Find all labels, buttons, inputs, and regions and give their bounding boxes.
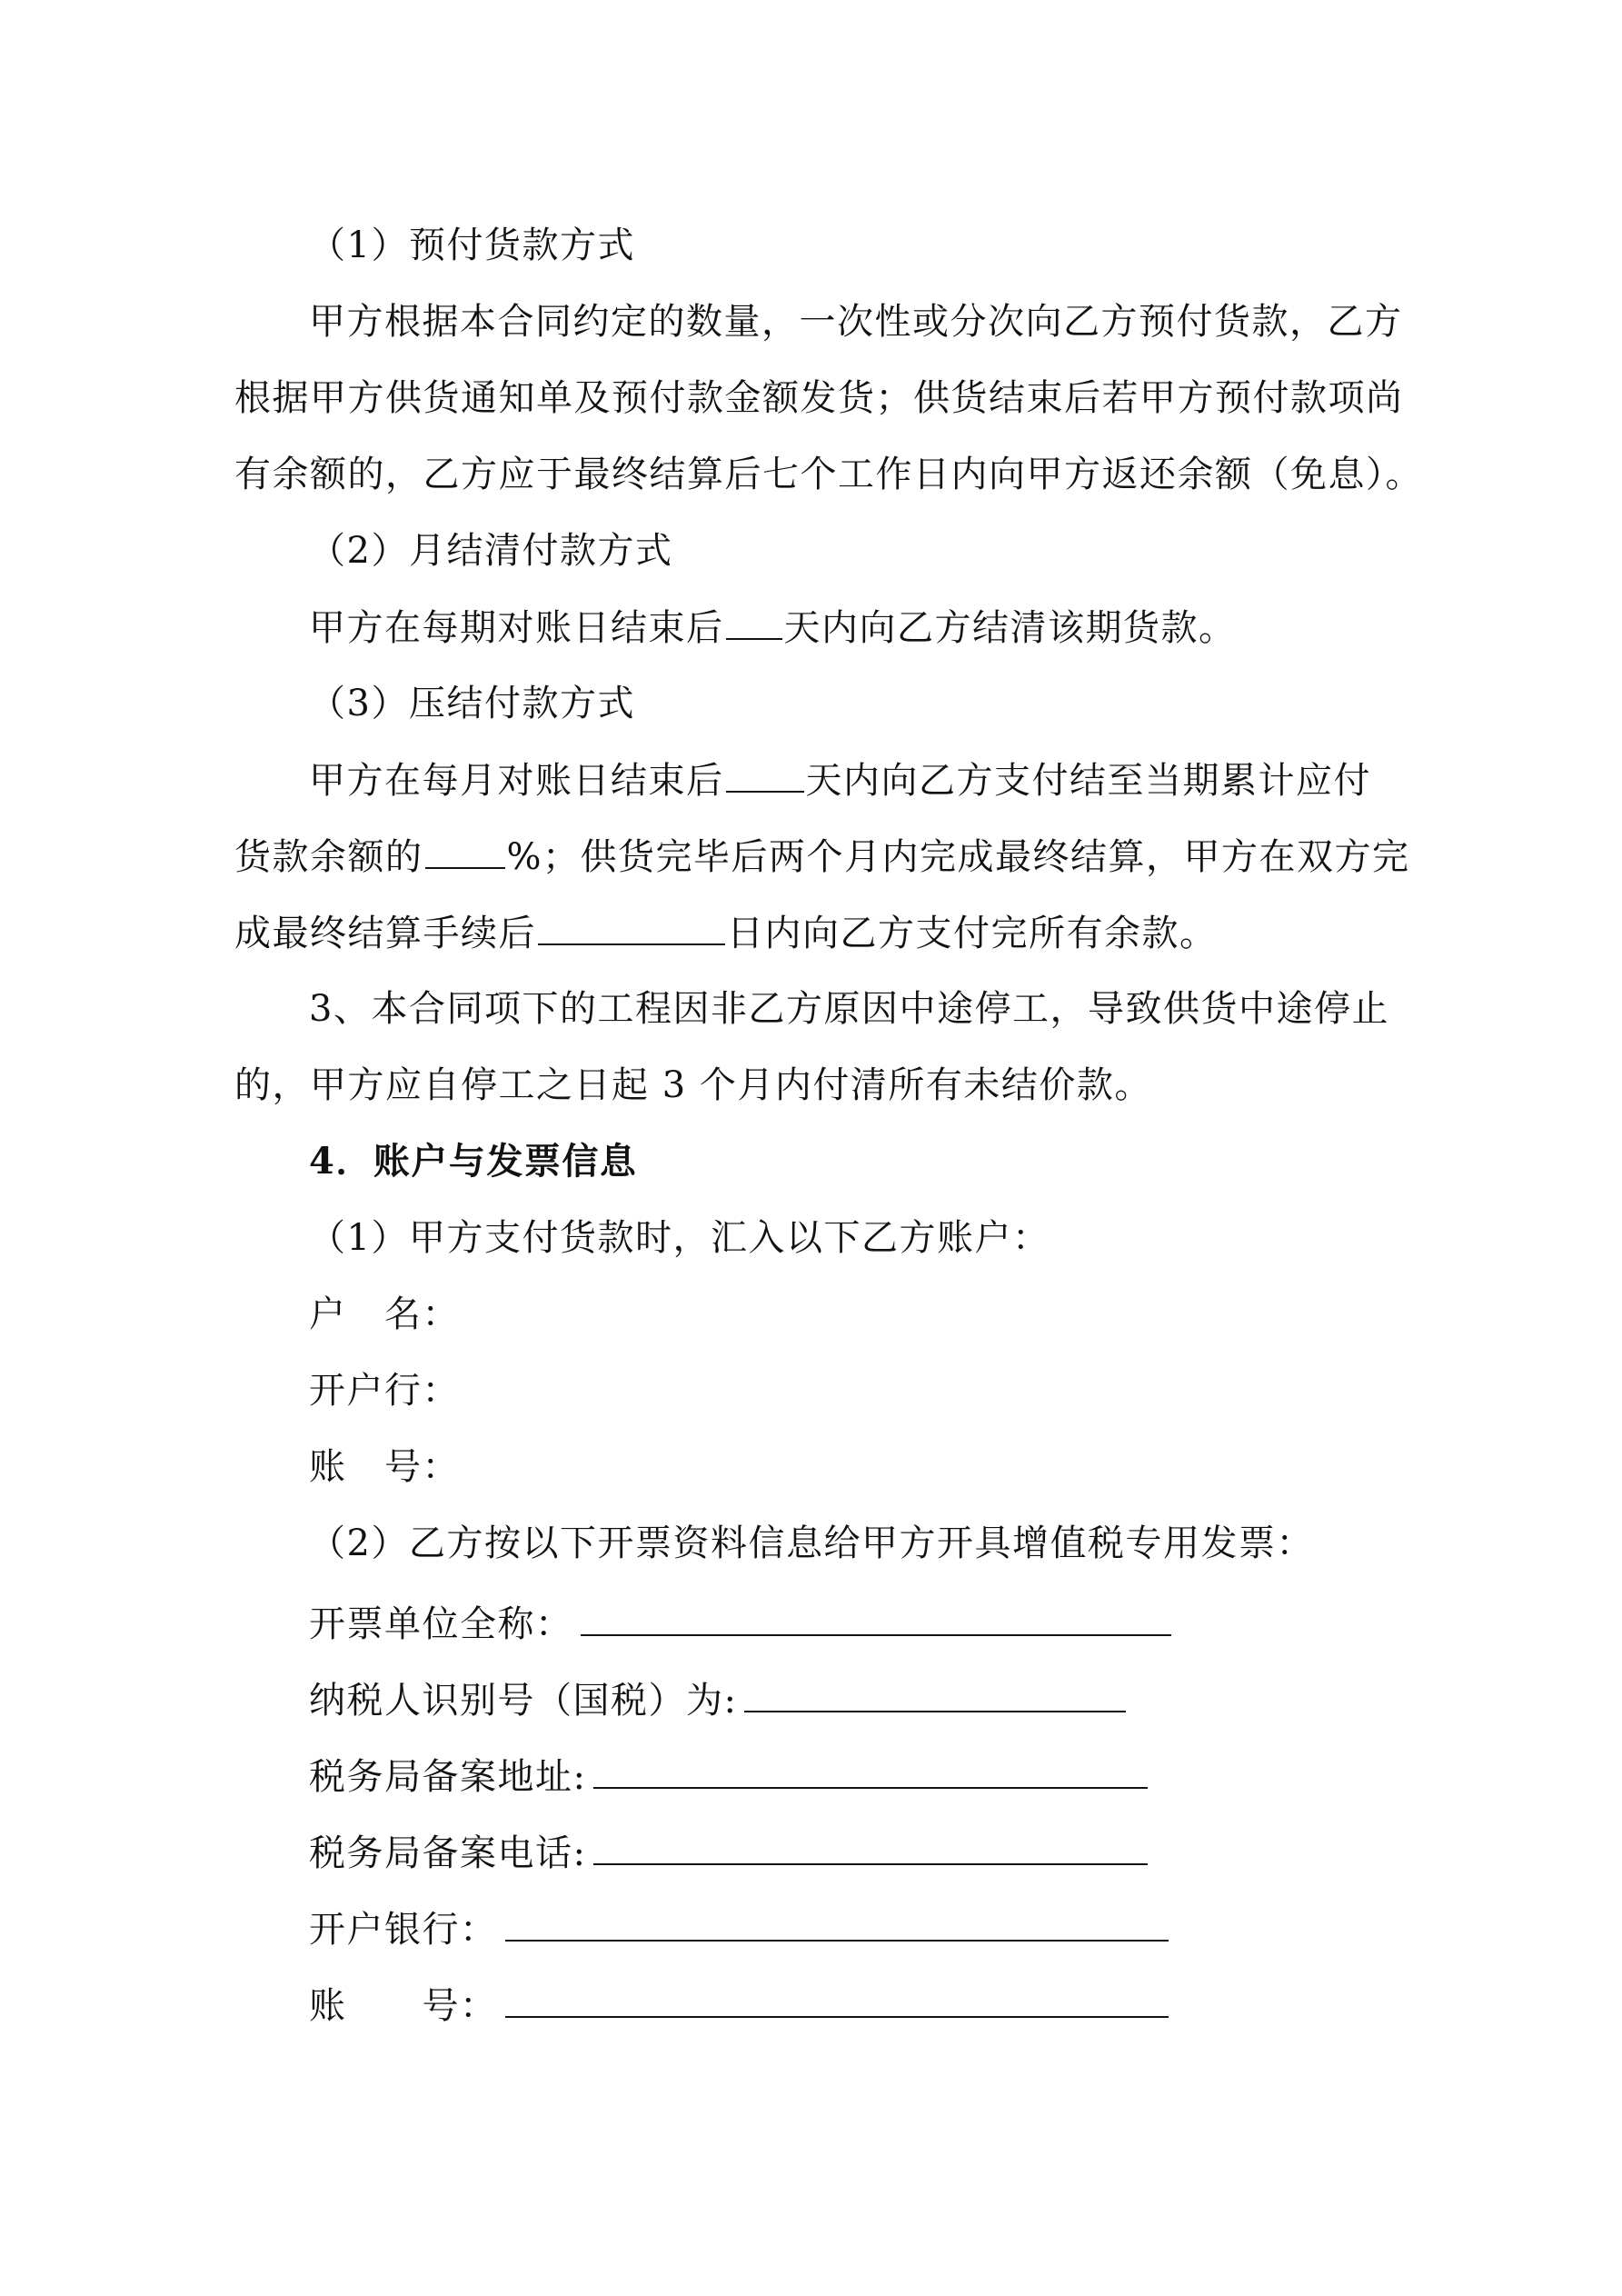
invoice-company-label: 开票单位全称： [309,1603,573,1645]
retention-text-1-before: 甲方在每月对账日结束后 [309,760,724,802]
retention-text-3-after: 日内向乙方支付完所有余款。 [727,913,1218,954]
clause3-line-2: 的，甲方应自停工之日起 3 个月内付清所有未结价款。 [234,1064,1152,1106]
monthly-text-after: 天内向乙方结清该期货款。 [783,607,1237,649]
monthly-para [309,602,1237,653]
invoice-field-tax-id [309,1671,1126,1722]
final-settlement-days-blank[interactable] [538,907,725,945]
clause4-sub-2: （2）乙方按以下开票资料信息给甲方开具增值税专用发票： [309,1522,1314,1564]
invoice-account-label: 账 号： [309,1985,498,2027]
invoice-field-account [309,1976,1169,2027]
invoice-field-bank [309,1900,1169,1951]
monthly-text-before: 甲方在每期对账日结束后 [309,607,724,649]
invoice-field-address [309,1747,1148,1798]
clause4-sub-1: （1）甲方支付货款时，汇入以下乙方账户： [309,1217,1050,1259]
account-number-label: 账 号： [309,1446,460,1488]
invoice-bank-blank[interactable] [505,1900,1169,1942]
invoice-company-blank[interactable] [581,1594,1171,1636]
retention-heading: （3）压结付款方式 [309,683,635,724]
clause4-heading: 4．账户与发票信息 [309,1140,638,1183]
prepay-para-line-2: 根据甲方供货通知单及预付款金额发货；供货结束后若甲方预付款项尚 [234,377,1404,419]
retention-percent-blank[interactable] [425,831,505,869]
retention-text-1-after: 天内向乙方支付结至当期累计应付 [805,760,1371,802]
invoice-field-company [309,1594,1171,1645]
retention-line-3 [234,907,1218,958]
monthly-heading: （2）月结清付款方式 [309,530,673,572]
retention-text-2-after: %；供货完毕后两个月内完成最终结算，甲方在双方完 [506,836,1410,878]
retention-text-3-before: 成最终结算手续后 [234,913,536,954]
invoice-account-blank[interactable] [505,1976,1169,2018]
retention-line-2 [234,831,1410,882]
invoice-phone-blank[interactable] [593,1823,1148,1865]
invoice-bank-label: 开户银行： [309,1909,498,1951]
invoice-address-blank[interactable] [593,1747,1148,1789]
monthly-days-blank[interactable] [726,602,782,640]
retention-line-1 [309,754,1371,805]
bank-label: 开户行： [309,1370,460,1412]
invoice-phone-label: 税务局备案电话: [309,1832,587,1874]
retention-days-blank[interactable] [726,754,804,793]
account-name-label: 户 名： [309,1293,460,1335]
clause3-line-1: 3、本合同项下的工程因非乙方原因中途停工，导致供货中途停止 [309,988,1389,1030]
invoice-address-label: 税务局备案地址: [309,1756,587,1798]
prepay-para-line-1: 甲方根据本合同约定的数量，一次性或分次向乙方预付货款，乙方 [309,301,1403,343]
invoice-tax-id-label: 纳税人识别号（国税）为: [309,1680,738,1722]
retention-text-2-before: 货款余额的 [234,836,423,878]
prepay-heading: （1）预付货款方式 [309,225,635,266]
prepay-para-line-3: 有余额的，乙方应于最终结算后七个工作日内向甲方返还余额（免息）。 [234,454,1423,495]
invoice-field-phone [309,1823,1148,1874]
invoice-tax-id-blank[interactable] [744,1671,1126,1712]
